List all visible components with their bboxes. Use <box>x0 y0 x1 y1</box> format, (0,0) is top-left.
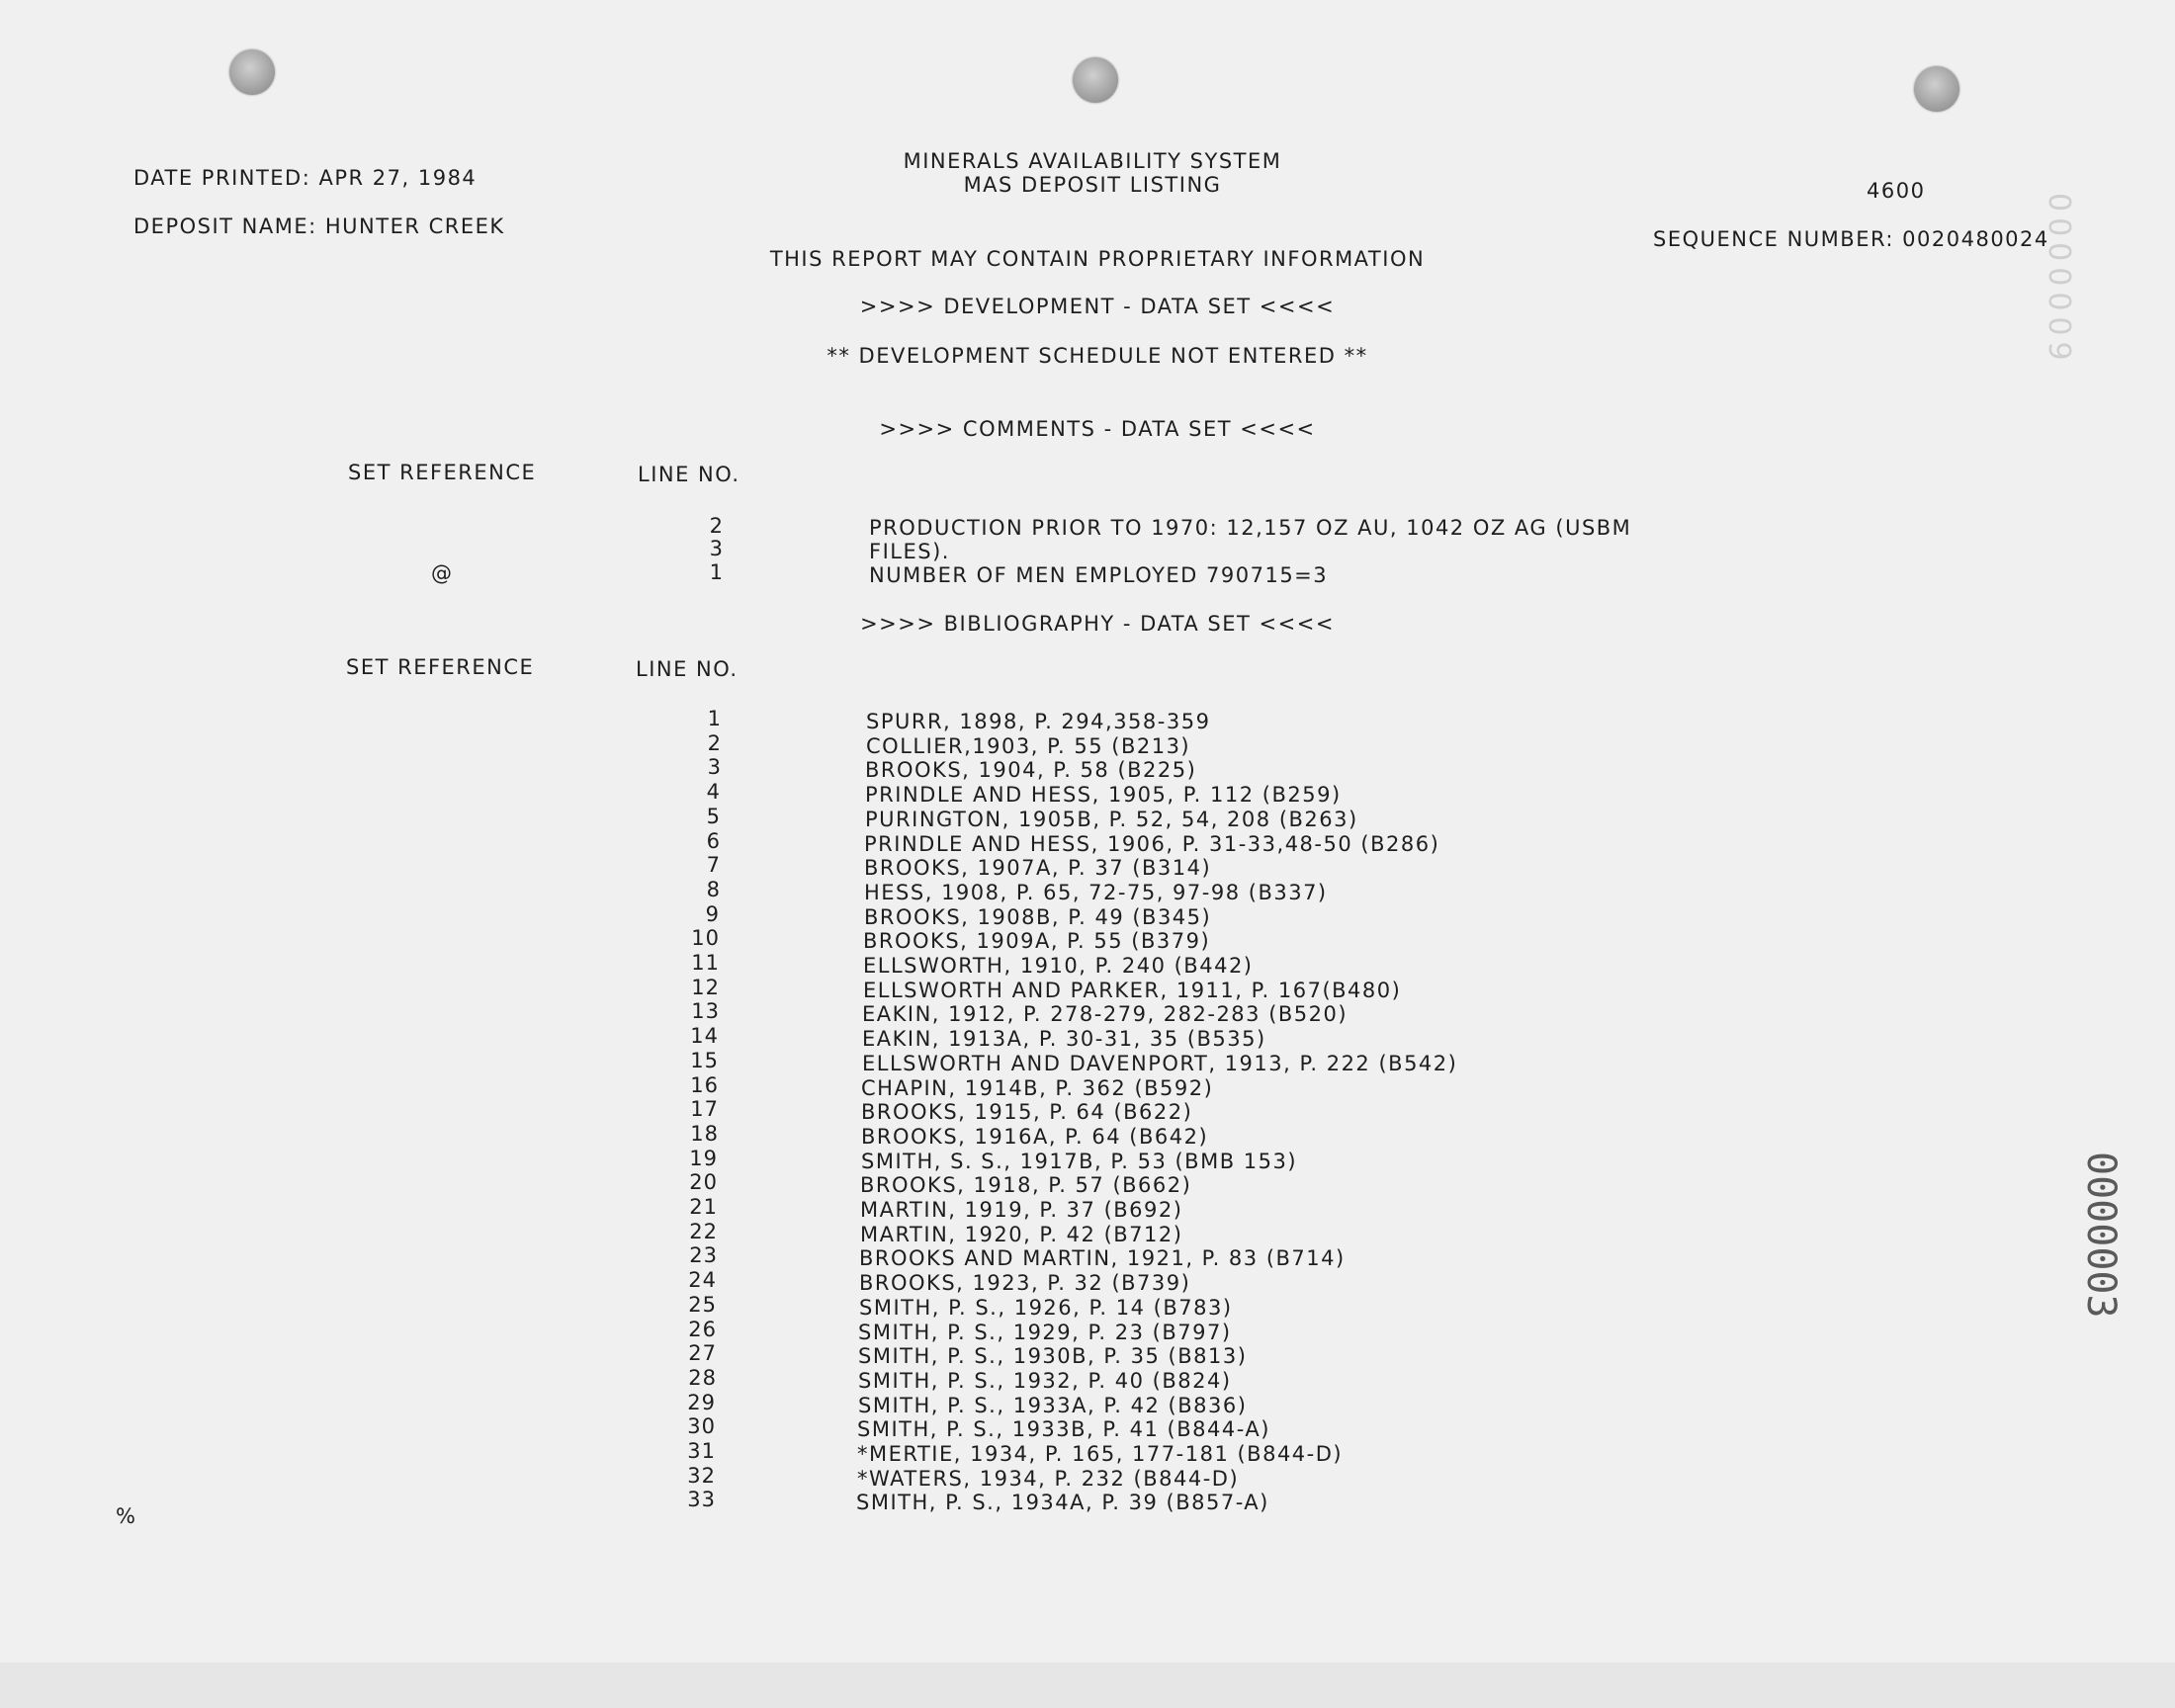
sequence-number: SEQUENCE NUMBER: 0020480024 <box>1653 227 2049 251</box>
bibliography-entry-text: SMITH, P. S., 1929, P. 23 (B797) <box>858 1321 1232 1344</box>
bibliography-entry-text: BROOKS, 1916A, P. 64 (B642) <box>861 1125 1209 1149</box>
bibliography-line-number: 4 <box>706 780 721 804</box>
date-printed: DATE PRINTED: APR 27, 1984 <box>133 166 478 190</box>
comment-line-number: 3 <box>709 537 724 560</box>
bibliography-line-number: 19 <box>689 1147 718 1170</box>
development-heading: >>>> DEVELOPMENT - DATA SET <<<< <box>859 295 1336 318</box>
bibliography-entry-text: ELLSWORTH AND DAVENPORT, 1913, P. 222 (B542) <box>862 1052 1458 1075</box>
report-code: 4600 <box>1867 179 1926 203</box>
bibliography-line-number: 21 <box>689 1195 718 1219</box>
bibliography-line-number: 16 <box>690 1073 719 1097</box>
bibliography-entry-text: ELLSWORTH, 1910, P. 240 (B442) <box>863 954 1254 978</box>
bibliography-entry-text: SPURR, 1898, P. 294,358-359 <box>866 710 1211 733</box>
bibliography-line-number: 30 <box>687 1414 716 1438</box>
bibliography-line-number: 1 <box>707 707 722 730</box>
bibliography-line-number: 24 <box>688 1268 717 1292</box>
bibliography-line-number: 2 <box>707 731 722 755</box>
comments-heading: >>>> COMMENTS - DATA SET <<<< <box>879 417 1316 441</box>
bibliography-line-number: 28 <box>688 1366 717 1390</box>
bibliography-entry-text: EAKIN, 1913A, P. 30-31, 35 (B535) <box>862 1027 1266 1051</box>
listing-title: MAS DEPOSIT LISTING <box>963 173 1222 197</box>
bibliography-entry-text: MARTIN, 1919, P. 37 (B692) <box>860 1198 1183 1222</box>
comment-set-reference: @ <box>431 561 454 585</box>
bibliography-line-number: 22 <box>689 1220 718 1243</box>
bibliography-entry-text: HESS, 1908, P. 65, 72-75, 97-98 (B337) <box>864 881 1328 904</box>
bibliography-entry-text: BROOKS, 1923, P. 32 (B739) <box>859 1271 1191 1295</box>
bibliography-entry-text: BROOKS, 1915, P. 64 (B622) <box>861 1100 1193 1124</box>
bibliography-line-number: 25 <box>688 1293 717 1317</box>
percent-mark: % <box>116 1504 137 1528</box>
bibliography-entry-text: SMITH, P. S., 1932, P. 40 (B824) <box>858 1369 1232 1393</box>
bibliography-line-number: 5 <box>706 805 721 828</box>
bibliography-entry-text: SMITH, P. S., 1933B, P. 41 (B844-A) <box>857 1417 1270 1441</box>
bibliography-entry-text: SMITH, S. S., 1917B, P. 53 (BMB 153) <box>861 1150 1298 1173</box>
bibliography-entry-text: CHAPIN, 1914B, P. 362 (B592) <box>861 1076 1214 1100</box>
bibliography-line-number: 7 <box>706 853 721 877</box>
bibliography-entry-text: ELLSWORTH AND PARKER, 1911, P. 167(B480) <box>863 979 1402 1002</box>
bibliography-line-number: 15 <box>690 1049 719 1072</box>
bibliography-line-number: 13 <box>691 999 720 1023</box>
comment-text: NUMBER OF MEN EMPLOYED 790715=3 <box>869 563 1329 587</box>
page-bottom-edge <box>0 1663 2175 1708</box>
bibliography-line-number: 8 <box>706 878 721 901</box>
bibliography-entry-text: SMITH, P. S., 1930B, P. 35 (B813) <box>858 1344 1248 1368</box>
comments-col-set-reference: SET REFERENCE <box>348 461 537 484</box>
comments-col-line-no: LINE NO. <box>638 463 740 486</box>
bibliography-line-number: 10 <box>691 926 720 950</box>
development-note: ** DEVELOPMENT SCHEDULE NOT ENTERED ** <box>826 344 1368 368</box>
bibliography-entry-text: PRINDLE AND HESS, 1906, P. 31-33,48-50 (B286) <box>864 832 1440 856</box>
comment-line-number: 1 <box>709 560 724 584</box>
bibliography-entry-text: EAKIN, 1912, P. 278-279, 282-283 (B520) <box>862 1002 1348 1026</box>
bibliography-entry-text: BROOKS, 1908B, P. 49 (B345) <box>864 905 1212 929</box>
bibliography-col-line-no: LINE NO. <box>636 657 739 681</box>
bibliography-entry-text: BROOKS, 1904, P. 58 (B225) <box>865 758 1197 782</box>
bibliography-line-number: 9 <box>705 902 720 926</box>
bibliography-entry-text: BROOKS, 1907A, P. 37 (B314) <box>864 856 1212 880</box>
comment-line-number: 2 <box>709 514 724 538</box>
bibliography-line-number: 11 <box>691 951 720 975</box>
side-stamp-text: 0000003 <box>2078 1152 2124 1319</box>
bibliography-line-number: 3 <box>707 755 722 779</box>
bibliography-entry-text: SMITH, P. S., 1934A, P. 39 (B857-A) <box>856 1491 1269 1514</box>
bibliography-line-number: 17 <box>690 1097 719 1121</box>
punch-hole-right <box>1914 66 1959 112</box>
system-title: MINERALS AVAILABILITY SYSTEM <box>903 149 1282 173</box>
bibliography-line-number: 12 <box>691 976 720 999</box>
bibliography-line-number: 20 <box>689 1170 718 1194</box>
bibliography-heading: >>>> BIBLIOGRAPHY - DATA SET <<<< <box>860 612 1335 636</box>
bibliography-entry-text: SMITH, P. S., 1926, P. 14 (B783) <box>859 1296 1233 1320</box>
bibliography-entry-text: *MERTIE, 1934, P. 165, 177-181 (B844-D) <box>857 1442 1344 1466</box>
bibliography-line-number: 26 <box>688 1318 717 1341</box>
bibliography-line-number: 14 <box>690 1024 719 1048</box>
bibliography-entry-text: SMITH, P. S., 1933A, P. 42 (B836) <box>858 1394 1248 1417</box>
bibliography-entry-text: *WATERS, 1934, P. 232 (B844-D) <box>857 1467 1240 1491</box>
comment-text: FILES). <box>869 540 950 563</box>
bibliography-entry-text: BROOKS, 1909A, P. 55 (B379) <box>863 929 1211 953</box>
bibliography-line-number: 23 <box>689 1243 718 1267</box>
punch-hole-center <box>1073 57 1118 103</box>
bibliography-line-number: 29 <box>687 1391 716 1414</box>
bibliography-line-number: 31 <box>687 1439 716 1463</box>
bibliography-line-number: 18 <box>690 1122 719 1146</box>
side-stamp-number <box>2078 1152 2124 1319</box>
bibliography-entry-text: BROOKS AND MARTIN, 1921, P. 83 (B714) <box>859 1246 1346 1270</box>
bibliography-col-set-reference: SET REFERENCE <box>346 655 535 679</box>
bibliography-line-number: 33 <box>687 1488 716 1511</box>
bibliography-line-number: 27 <box>688 1341 717 1365</box>
faint-side-stamp: 0000009 <box>2042 193 2076 367</box>
bibliography-entry-text: COLLIER,1903, P. 55 (B213) <box>866 734 1191 758</box>
bibliography-line-number: 32 <box>687 1464 716 1488</box>
bibliography-entry-text: BROOKS, 1918, P. 57 (B662) <box>860 1173 1192 1197</box>
bibliography-line-number: 6 <box>706 829 721 853</box>
proprietary-notice: THIS REPORT MAY CONTAIN PROPRIETARY INFORMATION <box>769 247 1426 271</box>
bibliography-entry-text: PRINDLE AND HESS, 1905, P. 112 (B259) <box>865 783 1342 807</box>
punch-hole-left <box>229 49 275 95</box>
deposit-name: DEPOSIT NAME: HUNTER CREEK <box>133 214 505 238</box>
bibliography-entry-text: PURINGTON, 1905B, P. 52, 54, 208 (B263) <box>865 808 1358 831</box>
comment-text: PRODUCTION PRIOR TO 1970: 12,157 OZ AU, 1042 OZ AG (USBM <box>869 516 1632 540</box>
bibliography-entry-text: MARTIN, 1920, P. 42 (B712) <box>860 1223 1183 1246</box>
